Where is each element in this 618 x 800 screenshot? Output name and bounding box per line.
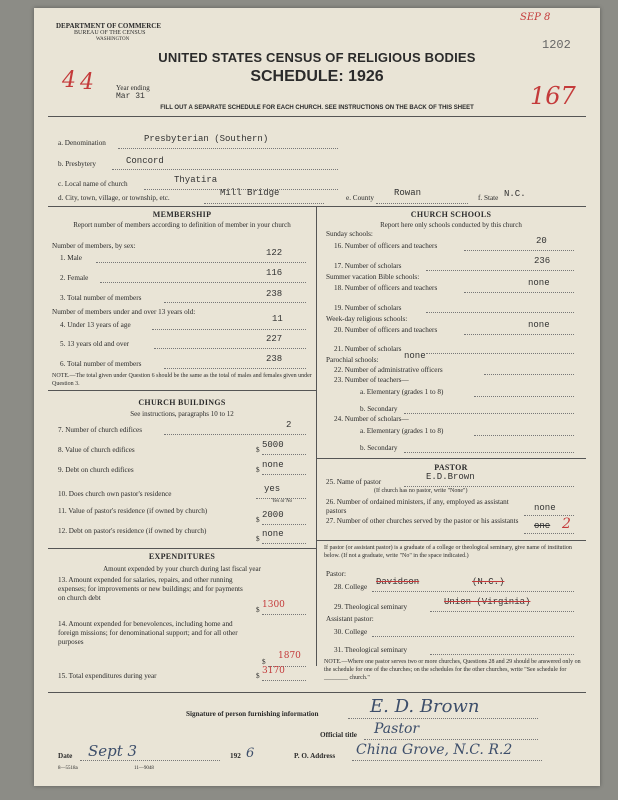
owns-residence-label: 10. Does church own pastor's residence (58, 490, 172, 498)
presbytery-value: Concord (126, 156, 164, 166)
benevolences-value: 1870 (278, 651, 301, 661)
pastor-sub-head: Pastor: (326, 570, 346, 578)
over-13-value: 227 (266, 334, 283, 344)
summer-scholars-label: 19. Number of scholars (334, 304, 402, 312)
expenditures-title: EXPENDITURES (148, 552, 216, 561)
signature-label: Signature of person furnishing information (186, 710, 319, 718)
year-prefix: 192 (230, 752, 241, 760)
date-value: Sept 3 (88, 742, 138, 760)
summer-teachers-value: none (528, 278, 550, 288)
college-note: If pastor (or assistant pastor) is a graduate of a college or theological seminary, give name of institution below. (If not a graduate, write "No" in the space indicated.) (324, 545, 572, 559)
state-label: f. State (478, 194, 499, 202)
assistant-ministers-value: none (534, 503, 556, 513)
po-address-value: China Grove, N.C. R.2 (356, 742, 513, 758)
buildings-title: CHURCH BUILDINGS (138, 398, 226, 407)
pastor-college-value: Davidson (376, 577, 420, 587)
bureau-label: BUREAU OF THE CENSUS (74, 30, 146, 36)
total-members-age-label: 6. Total number of members (60, 360, 142, 368)
pastor-seminary-value: Union (Virginia) (444, 597, 531, 607)
stamp-date: SEP 8 (520, 12, 551, 23)
denomination-value: Presbyterian (Southern) (144, 134, 269, 144)
membership-intro: Report number of members according to definition of member in your church (73, 221, 291, 229)
edifices-count-value: 2 (286, 420, 292, 430)
denomination-label: a. Denomination (58, 139, 106, 147)
parochial-value: none (404, 351, 426, 361)
residence-debt-value: none (262, 529, 284, 539)
pastor-seminary-label: 29. Theological seminary (334, 603, 408, 611)
edifices-debt-value: none (262, 460, 284, 470)
pastor-name-value: E.D.Brown (426, 472, 475, 482)
scholars-elementary-label: a. Elementary (grades 1 to 8) (360, 427, 444, 435)
parochial-head: Parochial schools: (326, 356, 379, 364)
edifices-value-value: 5000 (262, 440, 284, 450)
city-town-value: Mill Bridge (220, 188, 280, 198)
sunday-teachers-value: 20 (536, 236, 547, 246)
form-title: UNITED STATES CENSUS OF RELIGIOUS BODIES (158, 50, 476, 65)
edifices-value-label: 8. Value of church edifices (58, 446, 135, 454)
total-expenditures-value: 3170 (262, 666, 285, 676)
membership-by-sex: Number of members, by sex: (52, 242, 136, 250)
female-label: 2. Female (60, 274, 89, 282)
total-expenditures-label: 15. Total expenditures during year (58, 672, 157, 680)
assistant-pastor-head: Assistant pastor: (326, 615, 374, 623)
teachers-secondary-label: b. Secondary (360, 405, 398, 413)
female-value: 116 (266, 268, 283, 278)
sunday-teachers-label: 16. Number of officers and teachers (334, 242, 438, 250)
other-churches-correction: 2 (562, 516, 571, 532)
weekday-teachers-value: none (528, 320, 550, 330)
other-churches-value: one (534, 521, 551, 531)
instruction-line: FILL OUT A SEPARATE SCHEDULE FOR EACH CHURCH. SEE INSTRUCTIONS ON THE BACK OF THIS SHEET (160, 105, 474, 111)
running-expenses-value: 1300 (262, 600, 285, 610)
membership-note: NOTE.—The total given under Question 6 should be the same as the total of males and females given under Question 3. (52, 373, 312, 387)
male-label: 1. Male (60, 254, 82, 262)
state-value: N.C. (504, 189, 526, 199)
weekday-teachers-label: 20. Number of officers and teachers (334, 326, 438, 334)
assistant-seminary-label: 31. Theological seminary (334, 646, 408, 654)
summer-teachers-label: 18. Number of officers and teachers (334, 284, 438, 292)
date-label: Date (58, 752, 73, 760)
owns-residence-value: yes (264, 484, 281, 494)
county-label: e. County (346, 194, 374, 202)
form-number-2: 11—9048 (134, 766, 154, 771)
pastor-college-label: 28. College (334, 583, 368, 591)
pastor-title: PASTOR (434, 463, 468, 472)
total-members-label: 3. Total number of members (60, 294, 142, 302)
dept-label: DEPARTMENT OF COMMERCE (56, 22, 162, 30)
over-13-label: 5. 13 years old and over (60, 340, 130, 348)
official-title-label: Official title (320, 731, 357, 739)
po-address-label: P. O. Address (294, 752, 336, 760)
pastor-note: NOTE.—Where one pastor serves two or more churches, Questions 28 and 29 should be answered only on the schedule for one of the churches; on the schedules for the other churches, write "See schedule for ________ church." (324, 659, 581, 681)
form-number: 8—5518a (58, 766, 78, 771)
running-expenses-label: 13. Amount expended for salaries, repairs, and other running expenses; for improvements or new buildings; and for payments on church debt (58, 576, 243, 602)
year-digit: 6 (246, 746, 255, 761)
under-13-value: 11 (272, 314, 283, 324)
schedule-title: SCHEDULE: 1926 (250, 68, 384, 85)
signature-value: E. D. Brown (370, 696, 480, 717)
city-town-label: d. City, town, village, or township, etc. (58, 194, 170, 202)
buildings-intro: See instructions, paragraphs 10 to 12 (130, 410, 234, 418)
benevolences-label: 14. Amount expended for benevolences, including home and foreign missions; for denominational support; and for all other purposes (58, 620, 238, 646)
assistant-college-label: 30. College (334, 628, 368, 636)
expenditures-intro: Amount expended by your church during last fiscal year (103, 565, 261, 573)
edifices-count-label: 7. Number of church edifices (58, 426, 143, 434)
sunday-schools-head: Sunday schools: (326, 230, 373, 238)
admin-officers-label: 22. Number of administrative officers (334, 366, 443, 374)
stamp-number: 1202 (542, 38, 571, 52)
year-ending-label: Year ending (116, 84, 150, 92)
membership-title: MEMBERSHIP (152, 210, 212, 219)
schools-intro: Report here only schools conducted by this church (380, 221, 522, 229)
presbytery-label: b. Presbytery (58, 160, 96, 168)
pastor-name-hint: (If church has no pastor, write "None") (374, 488, 468, 494)
other-churches-label: 27. Number of other churches served by the pastor or his assistants (326, 517, 519, 525)
male-value: 122 (266, 248, 283, 258)
official-title-value: Pastor (374, 721, 420, 737)
church-name-label: c. Local name of church (58, 180, 128, 188)
total-members-value: 238 (266, 289, 283, 299)
weekday-scholars-label: 21. Number of scholars (334, 345, 402, 353)
sunday-scholars-label: 17. Number of scholars (334, 262, 402, 270)
teachers-head: 23. Number of teachers— (334, 376, 409, 384)
weekday-schools-head: Week-day religious schools: (326, 315, 408, 323)
pastor-name-label: 25. Name of pastor (326, 478, 382, 486)
census-schedule-sheet: DEPARTMENT OF COMMERCE BUREAU OF THE CENSUS WASHINGTON SEP 8 1202 UNITED STATES CENSUS OF RELIGIOUS BODIES SCHEDULE: 1926 4 4 167 Year ending Mar 31 FILL OUT A SEPARATE SCHEDULE FOR EACH CHURCH. SEE INSTRUCTIONS ON THE BACK OF THIS SHEET a. Denomination Presbyterian (Southern) b. Presbytery Concord c. Local name of church Thyatira d. City, town, village, or township, etc. Mill Bridge e. County Rowan f. State N.C. MEMBERSHIP Report number of members according to definition of member in your church Number of members, by sex: 1. Male 122 2. Female 116 3. Total number of members 238 Number of members under and over 13 years old: 4. Under 13 years of age 11 5. 13 years old and over 227 6. Total number of members 238 NOTE.—The total given under Question 6 should be the same as the total of males and females given under Question 3. CHURCH BUILDINGS See instructions, paragraphs 10 to 12 7. Number of church edifices 2 8. Value of church edifices $ 5000 9. Debt on church edifices $ none 10. Does church own pastor's residence yes Yes or No 11. Value of pastor's residence (if owned by church) $ 2000 12. Debt on pastor's residence (if owned by church) $ none EXPENDITURES Amount expended by your church during last fiscal year 13. Amount expended for salaries, repairs, and other running expenses; for improvements or new buildings; and for payments on church debt $ 1300 14. Amount expended for benevolences, including home and foreign missions; for denominational support; and for all other purposes $ 1870 15. Total expenditures during year $ 3170 CHURCH SCHOOLS Report here only schools conducted by this church Sunday schools: 16. Number of officers and teachers 20 17. Number of scholars 236 Summer vacation Bible schools: 18. Number of officers and teachers none 19. Number of scholars Week-day religious schools: 20. Number of officers and teachers none 21. Number of scholars Parochial schools: none 22. Number of administrative officers 23. Number of teachers— a. Elementary (grades 1 to 8) b. Secondary 24. Number of scholars— a. Elementary (grades 1 to 8) b. Secondary PASTOR 25. Name of pastor E.D.Brown (If church has no pastor, write "None") 26. Number of ordained ministers, if any, employed as assistant pastors none 27. Number of other churches served by the pastor or his assistants one 2 If pastor (or assistant pastor) is a graduate of a college or theological seminary, give name of institution below. (If not a graduate, write "No" in the space indicated.) Pastor: 28. College Davidson (N.C.) 29. Theological seminary Union (Virginia) Assistant pastor: 30. College 31. Theological seminary NOTE.—Where one pastor serves two or more churches, Questions 28 and 29 should be answered only on the schedule for one of the churches; on the schedules for the other churches, write "See schedule for ________ church." Signature of person furnishing information E. D. Brown Official title Pastor Date Sept 3 192 6 P. O. Address China Grove, N.C. R.2 8—5518a 11—9048 (34, 8, 600, 786)
age-head: Number of members under and over 13 years old: (52, 308, 196, 316)
year-ending-value: Mar 31 (116, 92, 145, 101)
church-name-value: Thyatira (174, 175, 218, 185)
total-members-age-value: 238 (266, 354, 283, 364)
pastor-college-state: (N.C.) (472, 577, 505, 587)
scholars-head: 24. Number of scholars— (334, 415, 409, 423)
teachers-elementary-label: a. Elementary (grades 1 to 8) (360, 388, 444, 396)
sunday-scholars-value: 236 (534, 256, 551, 266)
assistant-ministers-label: 26. Number of ordained ministers, if any, employed as assistant pastors (326, 498, 509, 515)
red-mark-left-2: 4 (80, 70, 94, 95)
under-13-label: 4. Under 13 years of age (60, 321, 131, 329)
residence-value-label: 11. Value of pastor's residence (if owned by church) (58, 507, 208, 515)
summer-schools-head: Summer vacation Bible schools: (326, 273, 420, 281)
scholars-secondary-label: b. Secondary (360, 444, 398, 452)
county-value: Rowan (394, 188, 422, 198)
residence-value-value: 2000 (262, 510, 284, 520)
residence-debt-label: 12. Debt on pastor's residence (if owned by church) (58, 527, 207, 535)
city-label: WASHINGTON (96, 37, 130, 42)
edifices-debt-label: 9. Debt on church edifices (58, 466, 134, 474)
schools-title: CHURCH SCHOOLS (410, 210, 492, 219)
red-mark-left: 4 (62, 68, 76, 93)
yes-or-no-hint: Yes or No (272, 499, 293, 504)
red-mark-right: 167 (530, 82, 576, 110)
